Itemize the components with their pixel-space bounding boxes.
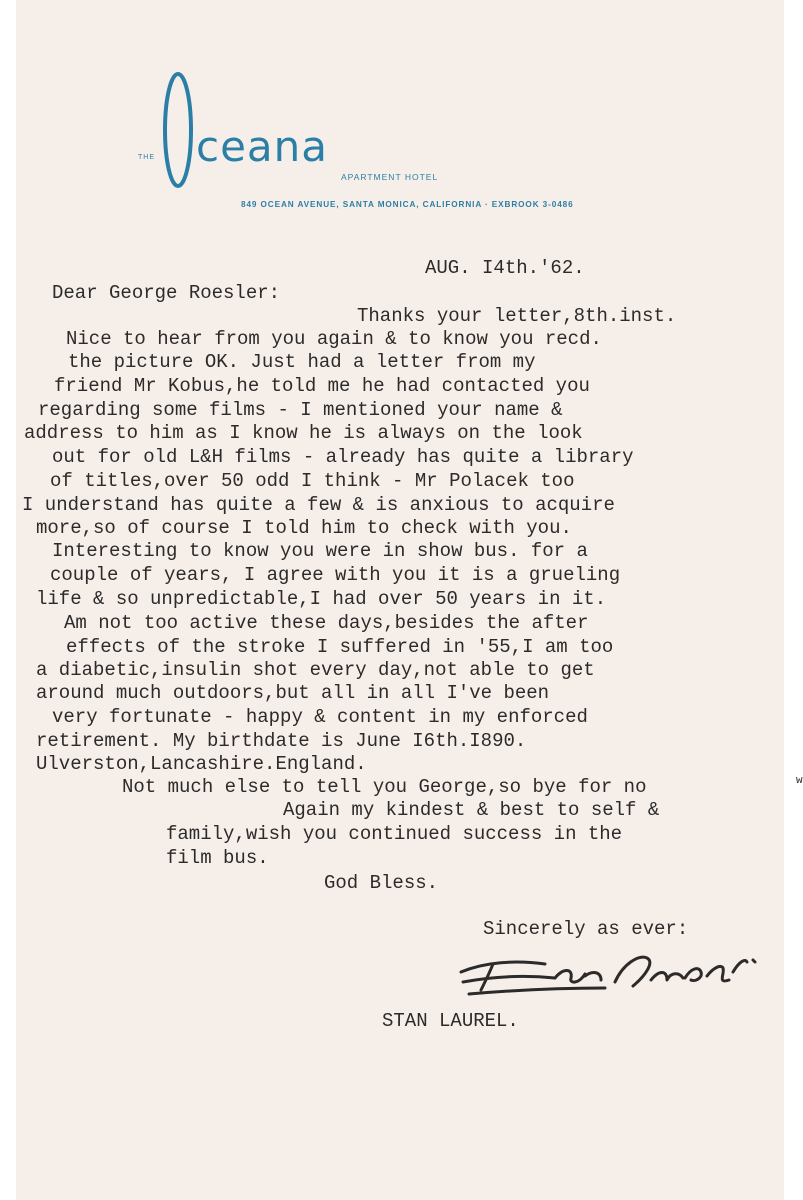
letter-line: Again my kindest & best to self & [283, 799, 660, 821]
letter-line: Not much else to tell you George,so bye for no [122, 776, 647, 798]
letter-line: I understand has quite a few & is anxious to acquire [22, 494, 615, 516]
letter-line: Interesting to know you were in show bus. for a [52, 540, 588, 562]
typed-name: STAN LAUREL. [382, 1010, 519, 1032]
letter-line: regarding some films - I mentioned your name & [38, 399, 563, 421]
letter-line: more,so of course I told him to check with you. [36, 517, 572, 539]
letter-line: Ulverston,Lancashire.England. [36, 753, 367, 775]
letter-line: around much outdoors,but all in all I've been [36, 682, 550, 704]
letter-line: God Bless. [324, 872, 439, 894]
letter-line: friend Mr Kobus,he told me he had contacted you [54, 375, 590, 397]
letter-line: the picture OK. Just had a letter from my [68, 351, 536, 373]
letter-date: AUG. I4th.'62. [425, 257, 585, 279]
letter-closing: Sincerely as ever: [483, 918, 689, 940]
letter-line: Nice to hear from you again & to know you recd. [66, 328, 602, 350]
letter-line: a diabetic,insulin shot every day,not able to get [36, 659, 595, 681]
letter-line: of titles,over 50 odd I think - Mr Polacek too [50, 470, 575, 492]
hotel-name: ceana [196, 122, 329, 171]
hotel-subtitle: APARTMENT HOTEL [341, 172, 439, 182]
letter-line: out for old L&H films - already has quite a library [52, 446, 634, 468]
letter-line: film bus. [166, 847, 269, 869]
letter-line: very fortunate - happy & content in my enforced [52, 706, 588, 728]
letterhead-the: THE [138, 154, 155, 161]
oceana-logo-o-icon [158, 70, 198, 190]
overtyped-letter: w [796, 775, 803, 787]
letter-line: couple of years, I agree with you it is a grueling [50, 564, 621, 586]
letter-salutation: Dear George Roesler: [52, 282, 281, 304]
letter-line: Am not too active these days,besides the after [64, 612, 589, 634]
letter-line: family,wish you continued success in the [166, 823, 623, 845]
letterhead [0, 0, 800, 220]
hotel-address: 849 OCEAN AVENUE, SANTA MONICA, CALIFORNIA · EXBROOK 3-0486 [241, 200, 574, 209]
letter-line: effects of the stroke I suffered in '55,I am too [66, 636, 614, 658]
letter-line: life & so unpredictable,I had over 50 years in it. [36, 588, 607, 610]
letter-line: Thanks your letter,8th.inst. [357, 305, 677, 327]
handwritten-signature [455, 942, 775, 1002]
letter-line: address to him as I know he is always on the look [24, 422, 583, 444]
letter-line: retirement. My birthdate is June I6th.I890. [36, 730, 527, 752]
